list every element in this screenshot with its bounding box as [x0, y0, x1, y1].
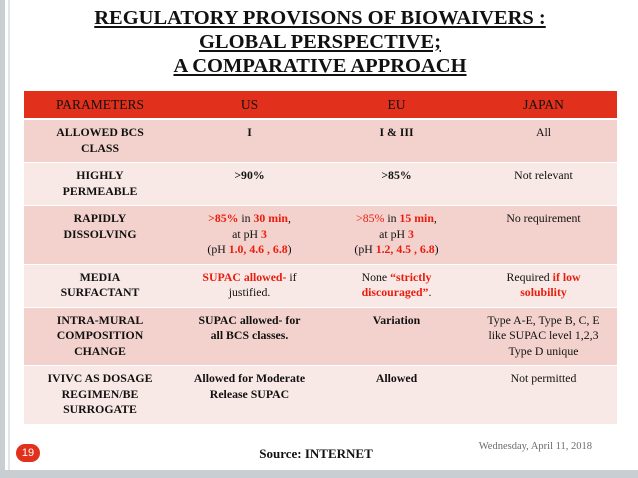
param-line: PERMEABLE: [62, 183, 138, 198]
japan-cell: [470, 307, 617, 366]
slide-frame-left: [0, 0, 5, 478]
us-cell: I: [176, 119, 323, 163]
text-fragment: justified.: [228, 285, 271, 299]
text-fragment: discouraged”: [361, 285, 429, 299]
table-row-bcs-class: [24, 119, 617, 163]
us-cell: [176, 307, 323, 366]
text-fragment: ,: [433, 211, 437, 225]
slide-title: [40, 6, 600, 78]
us-cell: >90%: [176, 163, 323, 206]
ph-list: 1.2, 4.5 , 6.8: [375, 242, 435, 256]
dissolution-percent: >85%: [208, 211, 239, 225]
text-fragment: at pH: [379, 226, 408, 241]
header-japan: JAPAN: [470, 91, 617, 119]
table-row-dissolving: [24, 206, 617, 265]
text-fragment: Required: [506, 269, 553, 284]
param-line: MEDIA: [79, 269, 121, 284]
text-fragment: SUPAC allowed-: [202, 269, 287, 284]
text-fragment: None: [361, 269, 391, 284]
param-cell: [24, 366, 176, 424]
text-fragment: if low: [552, 269, 581, 284]
source-label: Source: INTERNET: [259, 446, 373, 461]
text-fragment: “strictly: [390, 269, 432, 284]
text-fragment: if: [286, 269, 297, 284]
japan-cell: No requirement: [470, 206, 617, 265]
table-row-ivivc: [24, 366, 617, 424]
page-number-badge: 19: [16, 444, 40, 462]
param-cell: [24, 163, 176, 206]
param-cell: [24, 264, 176, 307]
header-parameters: PARAMETERS: [24, 91, 176, 119]
text-fragment: solubility: [520, 285, 567, 299]
text-fragment: in: [384, 211, 400, 225]
text-line: Allowed for Moderate: [193, 371, 306, 385]
text-fragment: ): [434, 242, 439, 256]
text-line: SUPAC allowed- for: [198, 312, 301, 327]
ph-list: 1.0, 4.6 , 6.8: [228, 242, 288, 256]
text-line: Type A-E, Type B, C, E: [487, 312, 600, 327]
text-fragment: ): [287, 242, 292, 256]
param-line: DISSOLVING: [63, 226, 137, 241]
eu-cell: Allowed: [323, 366, 470, 424]
header-us: US: [176, 91, 323, 119]
text-fragment: (pH: [207, 242, 229, 256]
header-eu: EU: [323, 91, 470, 119]
text-fragment: at pH: [232, 226, 261, 241]
eu-cell: [323, 264, 470, 307]
slide-frame-left-inner: [8, 0, 10, 478]
param-line: INTRA-MURAL: [56, 312, 144, 327]
title-line-1: REGULATORY PROVISONS OF BIOWAIVERS :: [94, 7, 546, 29]
dissolution-percent: >85%: [356, 211, 385, 225]
ph-value: 3: [260, 226, 267, 241]
text-line: Type D unique: [508, 343, 579, 358]
param-line: COMPOSITION: [56, 328, 144, 342]
param-line: IVIVC AS DOSAGE: [47, 371, 153, 385]
title-line-3: A COMPARATIVE APPROACH: [173, 55, 467, 77]
japan-cell: All: [470, 119, 617, 163]
text-line: all BCS classes.: [210, 328, 289, 342]
eu-cell: I & III: [323, 119, 470, 163]
slide-date: Wednesday, April 11, 2018: [478, 441, 592, 452]
table-row-surfactant: [24, 264, 617, 307]
param-line: CLASS: [80, 140, 120, 155]
japan-cell: Not relevant: [470, 163, 617, 206]
dissolution-time: 30 min: [253, 211, 288, 225]
param-line: HIGHLY: [76, 168, 124, 182]
comparison-table: [24, 91, 617, 424]
title-line-2: GLOBAL PERSPECTIVE;: [198, 31, 442, 53]
slide-frame-bottom: [0, 470, 638, 478]
param-line: SURFACTANT: [60, 285, 140, 299]
param-line: ALLOWED BCS: [56, 125, 144, 139]
text-fragment: .: [428, 285, 432, 299]
text-fragment: in: [238, 211, 254, 225]
us-cell: [176, 264, 323, 307]
eu-cell: >85%: [323, 163, 470, 206]
us-cell: [176, 206, 323, 265]
param-cell: [24, 307, 176, 366]
eu-cell: Variation: [323, 307, 470, 366]
table-header-row: [24, 91, 617, 119]
text-fragment: (pH: [354, 242, 376, 256]
param-line: SURROGATE: [63, 402, 137, 416]
text-line: like SUPAC level 1,2,3: [488, 328, 599, 342]
dissolution-time: 15 min: [399, 211, 434, 225]
japan-cell: [470, 264, 617, 307]
eu-cell: [323, 206, 470, 265]
param-cell: [24, 119, 176, 163]
us-cell: [176, 366, 323, 424]
text-line: Release SUPAC: [209, 386, 290, 401]
param-cell: [24, 206, 176, 265]
ph-value: 3: [407, 226, 414, 241]
param-line: RAPIDLY: [73, 211, 127, 225]
table-row-intramural: [24, 307, 617, 366]
japan-cell: Not permitted: [470, 366, 617, 424]
text-fragment: ,: [287, 211, 291, 225]
param-line: CHANGE: [74, 343, 126, 358]
param-line: REGIMEN/BE: [61, 386, 139, 401]
table-row-permeable: [24, 163, 617, 206]
